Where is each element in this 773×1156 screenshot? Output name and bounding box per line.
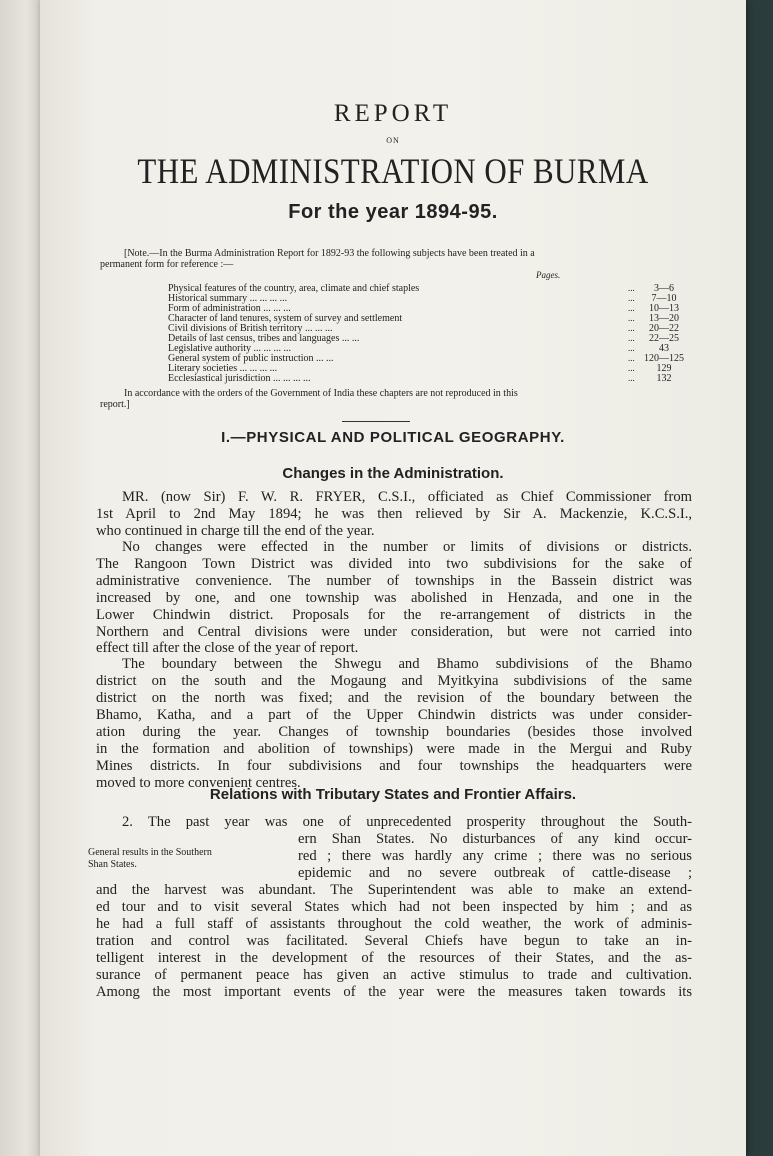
paragraph-line: ed tour and to visit several States which had not been inspected by him ; and as [96, 899, 692, 915]
paragraph-line: No changes were effected in the number or limits of divisions or districts. [122, 539, 692, 555]
paragraph-line: telligent interest in the development of the resources of their States, and the as- [96, 950, 692, 966]
contents-pages: 7—10 [651, 293, 677, 304]
margin-note: General results in the Southern [88, 847, 212, 858]
paragraph-line: moved to more convenient centres. [96, 775, 301, 791]
paragraph-line: ation during the year. Changes of township boundaries (besides those involved [96, 724, 692, 740]
contents-pages: 132 [656, 373, 672, 384]
paragraph-line: administrative convenience. The number of townships in the Bassein district was [96, 573, 692, 589]
margin-note: Shan States. [88, 859, 137, 870]
paragraph-line: epidemic and no severe outbreak of cattle-disease ; [298, 865, 692, 881]
contents-dots: ... [628, 373, 635, 383]
paragraph-line: district on the north was fixed; and the revision of the boundary between the [96, 690, 692, 706]
paragraph-line: and the harvest was abundant. The Superintendent was able to make an extend- [96, 882, 692, 898]
contents-dots: ... [628, 303, 635, 313]
facing-page-edge [0, 0, 44, 1156]
contents-dots: ... [628, 343, 635, 353]
report-heading: REPORT [333, 100, 453, 127]
paragraph-line: red ; there was hardly any crime ; there was no serious [298, 848, 692, 864]
note-line-1: [Note.—In the Burma Administration Report for 1892-93 the following subjects have been treated in a [124, 248, 535, 259]
contents-pages: 43 [659, 343, 669, 354]
paragraph-line: Bhamo, Katha, and a part of the Upper Chindwin districts was under consider- [96, 707, 692, 723]
subheading-tributary-states: Relations with Tributary States and Frontier Affairs. [209, 786, 577, 803]
paragraph-line: Northern and Central divisions were under consideration, but were not carried into [96, 624, 692, 640]
paragraph-line: effect till after the close of the year of report. [96, 640, 359, 656]
paragraph-line: tration and control was facilitated. Several Chiefs have begun to take an in- [96, 933, 692, 949]
contents-label: Civil divisions of British territory ... ... ... [168, 323, 333, 334]
contents-label: Ecclesiastical jurisdiction ... ... ... ... [168, 373, 311, 384]
paragraph-line: increased by one, and one township was abolished in Henzada, and one in the [96, 590, 692, 606]
paragraph-line: ern Shan States. No disturbances of any kind occur- [298, 831, 692, 847]
paragraph-line: who continued in charge till the end of the year. [96, 523, 375, 539]
contents-dots: ... [628, 363, 635, 373]
paragraph-line: surance of permanent peace has given an active stimulus to trade and cultivation. [96, 967, 692, 983]
accordance-line-2: report.] [100, 399, 130, 410]
subheading-changes: Changes in the Administration. [282, 465, 504, 482]
paragraph-line: Lower Chindwin district. Proposals for the re-arrangement of districts in the [96, 607, 692, 623]
document-page [40, 0, 746, 1156]
note-line-2: permanent form for reference :— [100, 259, 234, 270]
document-title: THE ADMINISTRATION OF BURMA [137, 151, 649, 191]
contents-dots: ... [628, 313, 635, 323]
on-label: ON [386, 136, 400, 145]
contents-dots: ... [628, 353, 635, 363]
contents-pages: 120—125 [644, 353, 684, 364]
paragraph-line: in the formation and abolition of townships) were made in the Mergui and Ruby [96, 741, 692, 757]
contents-dots: ... [628, 283, 635, 293]
contents-label: Details of last census, tribes and languages ... ... [168, 333, 360, 344]
section-divider [342, 421, 410, 422]
contents-label: Physical features of the country, area, climate and chief staples [168, 283, 420, 294]
contents-dots: ... [628, 293, 635, 303]
paragraph-line: 1st April to 2nd May 1894; he was then relieved by Sir A. Mackenzie, K.C.S.I., [96, 506, 692, 522]
paragraph-line: The Rangoon Town District was divided into two subdivisions for the sake of [96, 556, 692, 572]
paragraph-line: MR. (now Sir) F. W. R. FRYER, C.S.I., officiated as Chief Commissioner from [122, 489, 692, 505]
paragraph-line: Among the most important events of the year were the measures taken towards its [96, 984, 692, 1000]
paragraph-line: 2. The past year was one of unprecedented prosperity throughout the South- [122, 814, 692, 830]
contents-pages: 13—20 [649, 313, 679, 324]
paragraph-line: Mines districts. In four subdivisions and four townships the headquarters were [96, 758, 692, 774]
paragraph-line: The boundary between the Shwegu and Bhamo subdivisions of the Bhamo [122, 656, 692, 672]
contents-pages: 20—22 [649, 323, 679, 334]
contents-label: General system of public instruction ... ... [168, 353, 334, 364]
contents-pages: 22—25 [649, 333, 679, 344]
contents-label: Historical summary ... ... ... ... [168, 293, 288, 304]
accordance-line-1: In accordance with the orders of the Government of India these chapters are not reproduced in this [124, 388, 518, 399]
contents-pages: 129 [656, 363, 672, 374]
contents-label: Form of administration ... ... ... [168, 303, 291, 314]
section-heading: I.—PHYSICAL AND POLITICAL GEOGRAPHY. [221, 429, 565, 446]
contents-dots: ... [628, 323, 635, 333]
pages-column-heading: Pages. [536, 270, 561, 280]
contents-pages: 10—13 [649, 303, 679, 314]
paragraph-line: district on the south and the Mogaung and Myitkyina subdivisions of the same [96, 673, 692, 689]
contents-dots: ... [628, 333, 635, 343]
contents-pages: 3—6 [654, 283, 674, 294]
contents-label: Legislative authority ... ... ... ... [168, 343, 292, 354]
contents-label: Character of land tenures, system of survey and settlement [168, 313, 403, 324]
year-subtitle: For the year 1894-95. [288, 201, 498, 223]
contents-label: Literary societies ... ... ... ... [168, 363, 278, 374]
paragraph-line: he had a full staff of assistants throughout the cold weather, the work of adminis- [96, 916, 692, 932]
contents-row [168, 373, 672, 384]
